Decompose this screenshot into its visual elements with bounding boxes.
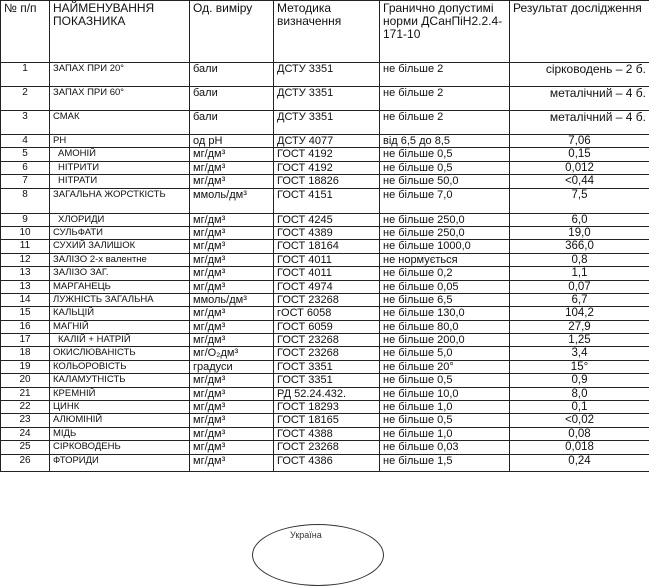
row-num: 3 xyxy=(1,111,50,135)
row-result: <0,44 xyxy=(510,175,649,188)
row-method: гОСТ 6058 xyxy=(274,307,380,320)
row-num: 16 xyxy=(1,320,50,333)
table-row xyxy=(1,347,649,360)
row-num: 19 xyxy=(1,360,50,373)
row-result: 7,5 xyxy=(510,188,649,213)
row-num: 12 xyxy=(1,253,50,266)
table-row xyxy=(1,414,649,427)
row-norm: не більше 1000,0 xyxy=(380,240,510,253)
row-norm: не більше 6,5 xyxy=(380,293,510,306)
row-unit: мг/дм³ xyxy=(190,374,274,387)
row-name: КРЕМНІЙ xyxy=(50,387,190,400)
table-row xyxy=(1,360,649,373)
row-result: 1,1 xyxy=(510,267,649,280)
row-norm: не більше 130,0 xyxy=(380,307,510,320)
row-norm: не більше 0,5 xyxy=(380,161,510,174)
row-result: 0,24 xyxy=(510,454,649,471)
row-unit: мг/дм³ xyxy=(190,267,274,280)
row-result: 6,7 xyxy=(510,293,649,306)
row-name: СІРКОВОДЕНЬ xyxy=(50,441,190,454)
row-num: 23 xyxy=(1,414,50,427)
row-name: ЛУЖНІСТЬ ЗАГАЛЬНА xyxy=(50,293,190,306)
row-name: НІТРАТИ xyxy=(50,175,190,188)
row-result: 15° xyxy=(510,360,649,373)
row-num: 13 xyxy=(1,280,50,293)
row-unit: бали xyxy=(190,63,274,87)
row-num: 6 xyxy=(1,161,50,174)
header-result: Результат дослідження xyxy=(510,1,649,63)
row-name: ЦИНК xyxy=(50,401,190,414)
row-unit: бали xyxy=(190,111,274,135)
row-norm: не більше 5,0 xyxy=(380,347,510,360)
row-num: 9 xyxy=(1,213,50,226)
table-row xyxy=(1,280,649,293)
table-row xyxy=(1,334,649,347)
row-norm: не більше 1,5 xyxy=(380,454,510,471)
row-num: 1 xyxy=(1,63,50,87)
header-norm: Гранично допустимі норми ДСанПіН2.2.4-171-10 xyxy=(380,1,510,63)
table-row xyxy=(1,293,649,306)
row-name: СУЛЬФАТИ xyxy=(50,226,190,239)
row-method: ДСТУ 3351 xyxy=(274,63,380,87)
table-row xyxy=(1,175,649,188)
row-name: РН xyxy=(50,135,190,148)
row-unit: мг/дм³ xyxy=(190,414,274,427)
row-name: КОЛЬОРОВІСТЬ xyxy=(50,360,190,373)
table-row xyxy=(1,307,649,320)
table-row xyxy=(1,161,649,174)
row-result: 0,08 xyxy=(510,427,649,440)
row-result: 0,15 xyxy=(510,148,649,161)
row-norm: не нормується xyxy=(380,253,510,266)
row-unit: градуси xyxy=(190,360,274,373)
row-method: ГОСТ 4389 xyxy=(274,226,380,239)
row-result: 7,06 xyxy=(510,135,649,148)
row-num: 15 xyxy=(1,307,50,320)
row-norm: не більше 0,2 xyxy=(380,267,510,280)
row-name: ХЛОРИДИ xyxy=(50,213,190,226)
row-unit: мг/дм³ xyxy=(190,253,274,266)
row-unit: мг/дм³ xyxy=(190,320,274,333)
row-method: ГОСТ 4974 xyxy=(274,280,380,293)
row-norm: не більше 10,0 xyxy=(380,387,510,400)
row-name: ЗАЛІЗО ЗАГ. xyxy=(50,267,190,280)
row-method: ДСТУ 4077 xyxy=(274,135,380,148)
row-method: ГОСТ 4245 xyxy=(274,213,380,226)
row-norm: не більше 2 xyxy=(380,111,510,135)
row-unit: ммоль/дм³ xyxy=(190,293,274,306)
row-unit: мг/дм³ xyxy=(190,307,274,320)
table-row xyxy=(1,135,649,148)
row-name: НІТРИТИ xyxy=(50,161,190,174)
row-method: ГОСТ 18165 xyxy=(274,414,380,427)
row-norm: не більше 2 xyxy=(380,87,510,111)
row-unit: ммоль/дм³ xyxy=(190,188,274,213)
row-result: 8,0 xyxy=(510,387,649,400)
header-num: № п/п xyxy=(1,1,50,63)
row-norm: не більше 80,0 xyxy=(380,320,510,333)
row-num: 5 xyxy=(1,148,50,161)
table-row xyxy=(1,111,649,135)
row-num: 20 xyxy=(1,374,50,387)
row-num: 2 xyxy=(1,87,50,111)
row-result: 1,25 xyxy=(510,334,649,347)
row-result: металічний – 4 б. xyxy=(510,87,649,111)
row-result: 0,07 xyxy=(510,280,649,293)
row-name: ЗАПАХ ПРИ 20° xyxy=(50,63,190,87)
row-norm: не більше 250,0 xyxy=(380,213,510,226)
row-norm: не більше 1,0 xyxy=(380,401,510,414)
table-row xyxy=(1,226,649,239)
table-row xyxy=(1,87,649,111)
row-method: ГОСТ 6059 xyxy=(274,320,380,333)
row-norm: не більше 0,03 xyxy=(380,441,510,454)
row-norm: не більше 2 xyxy=(380,63,510,87)
row-norm: від 6,5 до 8,5 xyxy=(380,135,510,148)
row-num: 26 xyxy=(1,454,50,471)
row-method: ГОСТ 18293 xyxy=(274,401,380,414)
row-result: 3,4 xyxy=(510,347,649,360)
row-method: ГОСТ 4011 xyxy=(274,267,380,280)
header-method: Методика визначення xyxy=(274,1,380,63)
row-norm: не більше 50,0 xyxy=(380,175,510,188)
row-unit: мг/дм³ xyxy=(190,213,274,226)
table-header-row xyxy=(1,1,649,63)
row-name: АМОНІЙ xyxy=(50,148,190,161)
row-method: ГОСТ 4192 xyxy=(274,148,380,161)
row-result: 19,0 xyxy=(510,226,649,239)
table-row xyxy=(1,188,649,213)
row-method: ГОСТ 18164 xyxy=(274,240,380,253)
table-row xyxy=(1,320,649,333)
row-name: ЗАГАЛЬНА ЖОРСТКІСТЬ xyxy=(50,188,190,213)
row-result: металічний – 4 б. xyxy=(510,111,649,135)
row-norm: не більше 20° xyxy=(380,360,510,373)
row-unit: бали xyxy=(190,87,274,111)
row-num: 18 xyxy=(1,347,50,360)
row-num: 8 xyxy=(1,188,50,213)
row-name: КАЛІЙ + НАТРІЙ xyxy=(50,334,190,347)
row-method: ДСТУ 3351 xyxy=(274,87,380,111)
table-row xyxy=(1,63,649,87)
stamp-text: Україна xyxy=(290,530,322,540)
row-unit: мг/дм³ xyxy=(190,334,274,347)
row-result: 0,018 xyxy=(510,441,649,454)
table-row xyxy=(1,213,649,226)
row-name: АЛЮМІНІЙ xyxy=(50,414,190,427)
row-num: 14 xyxy=(1,293,50,306)
row-result: сірководень – 2 б. xyxy=(510,63,649,87)
row-result: 27,9 xyxy=(510,320,649,333)
row-method: ГОСТ 4388 xyxy=(274,427,380,440)
row-norm: не більше 250,0 xyxy=(380,226,510,239)
table-row xyxy=(1,454,649,471)
row-result: 0,9 xyxy=(510,374,649,387)
table-row xyxy=(1,441,649,454)
row-unit: мг/дм³ xyxy=(190,280,274,293)
row-unit: мг/дм³ xyxy=(190,427,274,440)
row-method: ГОСТ 4151 xyxy=(274,188,380,213)
row-norm: не більше 200,0 xyxy=(380,334,510,347)
row-num: 25 xyxy=(1,441,50,454)
row-method: ГОСТ 23268 xyxy=(274,347,380,360)
row-method: РД 52.24.432. xyxy=(274,387,380,400)
row-unit: мг/О₂дм³ xyxy=(190,347,274,360)
table-row xyxy=(1,253,649,266)
row-result: 366,0 xyxy=(510,240,649,253)
row-num: 11 xyxy=(1,240,50,253)
row-unit: мг/дм³ xyxy=(190,441,274,454)
row-name: СМАК xyxy=(50,111,190,135)
row-num: 17 xyxy=(1,334,50,347)
row-unit: мг/дм³ xyxy=(190,240,274,253)
row-method: ГОСТ 18826 xyxy=(274,175,380,188)
table-row xyxy=(1,148,649,161)
row-name: МІДЬ xyxy=(50,427,190,440)
header-unit: Од. виміру xyxy=(190,1,274,63)
row-unit: мг/дм³ xyxy=(190,148,274,161)
row-norm: не більше 1,0 xyxy=(380,427,510,440)
row-unit: од рН xyxy=(190,135,274,148)
row-unit: мг/дм³ xyxy=(190,226,274,239)
row-unit: мг/дм³ xyxy=(190,387,274,400)
row-name: ОКИСЛЮВАНІСТЬ xyxy=(50,347,190,360)
table-row xyxy=(1,240,649,253)
row-method: ГОСТ 23268 xyxy=(274,334,380,347)
row-method: ГОСТ 23268 xyxy=(274,441,380,454)
row-num: 24 xyxy=(1,427,50,440)
row-num: 10 xyxy=(1,226,50,239)
row-unit: мг/дм³ xyxy=(190,401,274,414)
row-norm: не більше 0,5 xyxy=(380,374,510,387)
row-num: 7 xyxy=(1,175,50,188)
row-method: ГОСТ 3351 xyxy=(274,374,380,387)
row-name: ЗАЛІЗО 2-х валентне xyxy=(50,253,190,266)
row-num: 4 xyxy=(1,135,50,148)
row-result: 0,1 xyxy=(510,401,649,414)
row-norm: не більше 0,5 xyxy=(380,414,510,427)
header-name: НАЙМЕНУВАННЯ ПОКАЗНИКА xyxy=(50,1,190,63)
row-method: ГОСТ 4386 xyxy=(274,454,380,471)
row-name: КАЛАМУТНІСТЬ xyxy=(50,374,190,387)
table-row xyxy=(1,427,649,440)
row-name: ЗАПАХ ПРИ 60° xyxy=(50,87,190,111)
row-unit: мг/дм³ xyxy=(190,454,274,471)
row-num: 22 xyxy=(1,401,50,414)
row-method: ДСТУ 3351 xyxy=(274,111,380,135)
row-num: 13 xyxy=(1,267,50,280)
row-method: ГОСТ 4192 xyxy=(274,161,380,174)
row-name: СУХИЙ ЗАЛИШОК xyxy=(50,240,190,253)
row-num: 21 xyxy=(1,387,50,400)
table-row xyxy=(1,387,649,400)
row-norm: не більше 0,5 xyxy=(380,148,510,161)
row-method: ГОСТ 4011 xyxy=(274,253,380,266)
row-name: КАЛЬЦІЙ xyxy=(50,307,190,320)
row-name: МАРГАНЕЦЬ xyxy=(50,280,190,293)
table-row xyxy=(1,374,649,387)
row-norm: не більше 7,0 xyxy=(380,188,510,213)
row-result: <0,02 xyxy=(510,414,649,427)
row-method: ГОСТ 23268 xyxy=(274,293,380,306)
row-name: МАГНІЙ xyxy=(50,320,190,333)
table-row xyxy=(1,401,649,414)
row-result: 0,012 xyxy=(510,161,649,174)
row-result: 104,2 xyxy=(510,307,649,320)
row-result: 0,8 xyxy=(510,253,649,266)
row-norm: не більше 0,05 xyxy=(380,280,510,293)
row-unit: мг/дм³ xyxy=(190,161,274,174)
row-method: ГОСТ 3351 xyxy=(274,360,380,373)
row-result: 6,0 xyxy=(510,213,649,226)
row-name: ФТОРИДИ xyxy=(50,454,190,471)
row-unit: мг/дм³ xyxy=(190,175,274,188)
table-row xyxy=(1,267,649,280)
